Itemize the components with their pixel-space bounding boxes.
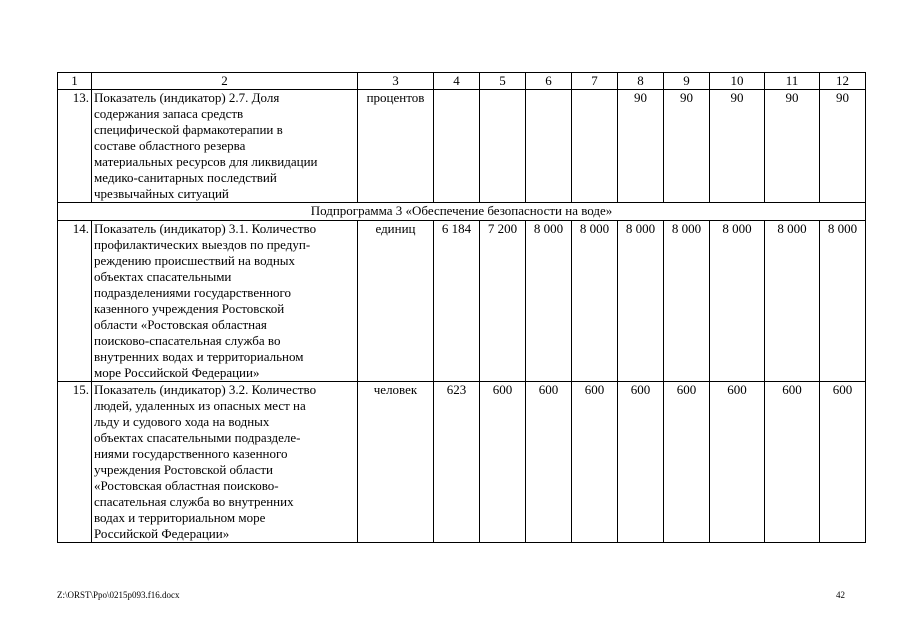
description-line: подразделениями государственного — [94, 285, 292, 300]
subprogram-row — [58, 203, 866, 221]
table-row — [58, 382, 866, 543]
value-cell — [572, 90, 618, 203]
header-cell: 2 — [92, 73, 358, 90]
value-cell: 8 000 — [572, 221, 618, 382]
value-cell: 90 — [765, 90, 820, 203]
description-line: объектах спасательными подразделе- — [94, 430, 301, 445]
table-header-row — [58, 73, 866, 90]
description-line: специфической фармакотерапии в — [94, 122, 283, 137]
value-cell: 90 — [664, 90, 710, 203]
value-cell: 90 — [820, 90, 866, 203]
table-row — [58, 221, 866, 382]
value-cell: 600 — [572, 382, 618, 543]
unit-cell: процентов — [358, 90, 434, 203]
unit-cell: единиц — [358, 221, 434, 382]
header-cell: 4 — [434, 73, 480, 90]
header-cell: 7 — [572, 73, 618, 90]
description-line: области «Ростовская областная — [94, 317, 267, 332]
description-line: внутренних водах и территориальном — [94, 349, 304, 364]
description-line: спасательная служба во внутренних — [94, 494, 294, 509]
value-cell: 623 — [434, 382, 480, 543]
value-cell: 8 000 — [765, 221, 820, 382]
value-cell: 600 — [710, 382, 765, 543]
value-cell: 600 — [664, 382, 710, 543]
description-line: составе областного резерва — [94, 138, 246, 153]
description-line: людей, удаленных из опасных мест на — [94, 398, 306, 413]
header-cell: 8 — [618, 73, 664, 90]
description-line: водах и территориальном море — [94, 510, 266, 525]
value-cell: 600 — [526, 382, 572, 543]
value-cell — [480, 90, 526, 203]
description-line: Показатель (индикатор) 2.7. Доля — [94, 90, 280, 105]
description-line: ниями государственного казенного — [94, 446, 288, 461]
value-cell — [434, 90, 480, 203]
header-cell: 9 — [664, 73, 710, 90]
row-number: 14. — [58, 221, 92, 382]
value-cell: 600 — [480, 382, 526, 543]
description-line: содержания запаса средств — [94, 106, 244, 121]
value-cell: 600 — [618, 382, 664, 543]
subprogram-title: Подпрограмма 3 «Обеспечение безопасности на воде» — [58, 203, 866, 221]
value-cell: 600 — [820, 382, 866, 543]
value-cell: 90 — [710, 90, 765, 203]
page-number: 42 — [836, 590, 845, 600]
description-line: Показатель (индикатор) 3.1. Количество — [94, 221, 317, 236]
row-number: 13. — [58, 90, 92, 203]
header-cell: 12 — [820, 73, 866, 90]
description-line: объектах спасательными — [94, 269, 232, 284]
value-cell: 7 200 — [480, 221, 526, 382]
header-cell: 6 — [526, 73, 572, 90]
indicators-table — [57, 72, 866, 543]
value-cell: 600 — [765, 382, 820, 543]
value-cell: 8 000 — [664, 221, 710, 382]
row-number: 15. — [58, 382, 92, 543]
description-line: чрезвычайных ситуаций — [94, 186, 229, 201]
description-line: «Ростовская областная поисково- — [94, 478, 279, 493]
value-cell: 8 000 — [526, 221, 572, 382]
value-cell: 6 184 — [434, 221, 480, 382]
description-line: казенного учреждения Ростовской — [94, 301, 285, 316]
header-cell: 5 — [480, 73, 526, 90]
header-cell: 3 — [358, 73, 434, 90]
value-cell: 8 000 — [618, 221, 664, 382]
footer-file-path: Z:\ORST\Ppo\0215p093.f16.docx — [57, 590, 180, 600]
description-line: реждению происшествий на водных — [94, 253, 296, 268]
description-line: льду и судового хода на водных — [94, 414, 270, 429]
value-cell — [526, 90, 572, 203]
description-line: медико-санитарных последствий — [94, 170, 277, 185]
description-line: учреждения Ростовской области — [94, 462, 273, 477]
indicator-description — [92, 382, 358, 543]
value-cell: 90 — [618, 90, 664, 203]
header-cell: 11 — [765, 73, 820, 90]
description-line: Российской Федерации» — [94, 526, 230, 541]
header-cell: 1 — [58, 73, 92, 90]
description-line: Показатель (индикатор) 3.2. Количество — [94, 382, 317, 397]
indicator-description — [92, 90, 358, 203]
description-line: профилактических выездов по предуп- — [94, 237, 311, 252]
value-cell: 8 000 — [710, 221, 765, 382]
header-cell: 10 — [710, 73, 765, 90]
description-line: материальных ресурсов для ликвидации — [94, 154, 318, 169]
table-row — [58, 90, 866, 203]
indicator-description — [92, 221, 358, 382]
description-line: море Российской Федерации» — [94, 365, 260, 380]
description-line: поисково-спасательная служба во — [94, 333, 281, 348]
unit-cell: человек — [358, 382, 434, 543]
value-cell: 8 000 — [820, 221, 866, 382]
